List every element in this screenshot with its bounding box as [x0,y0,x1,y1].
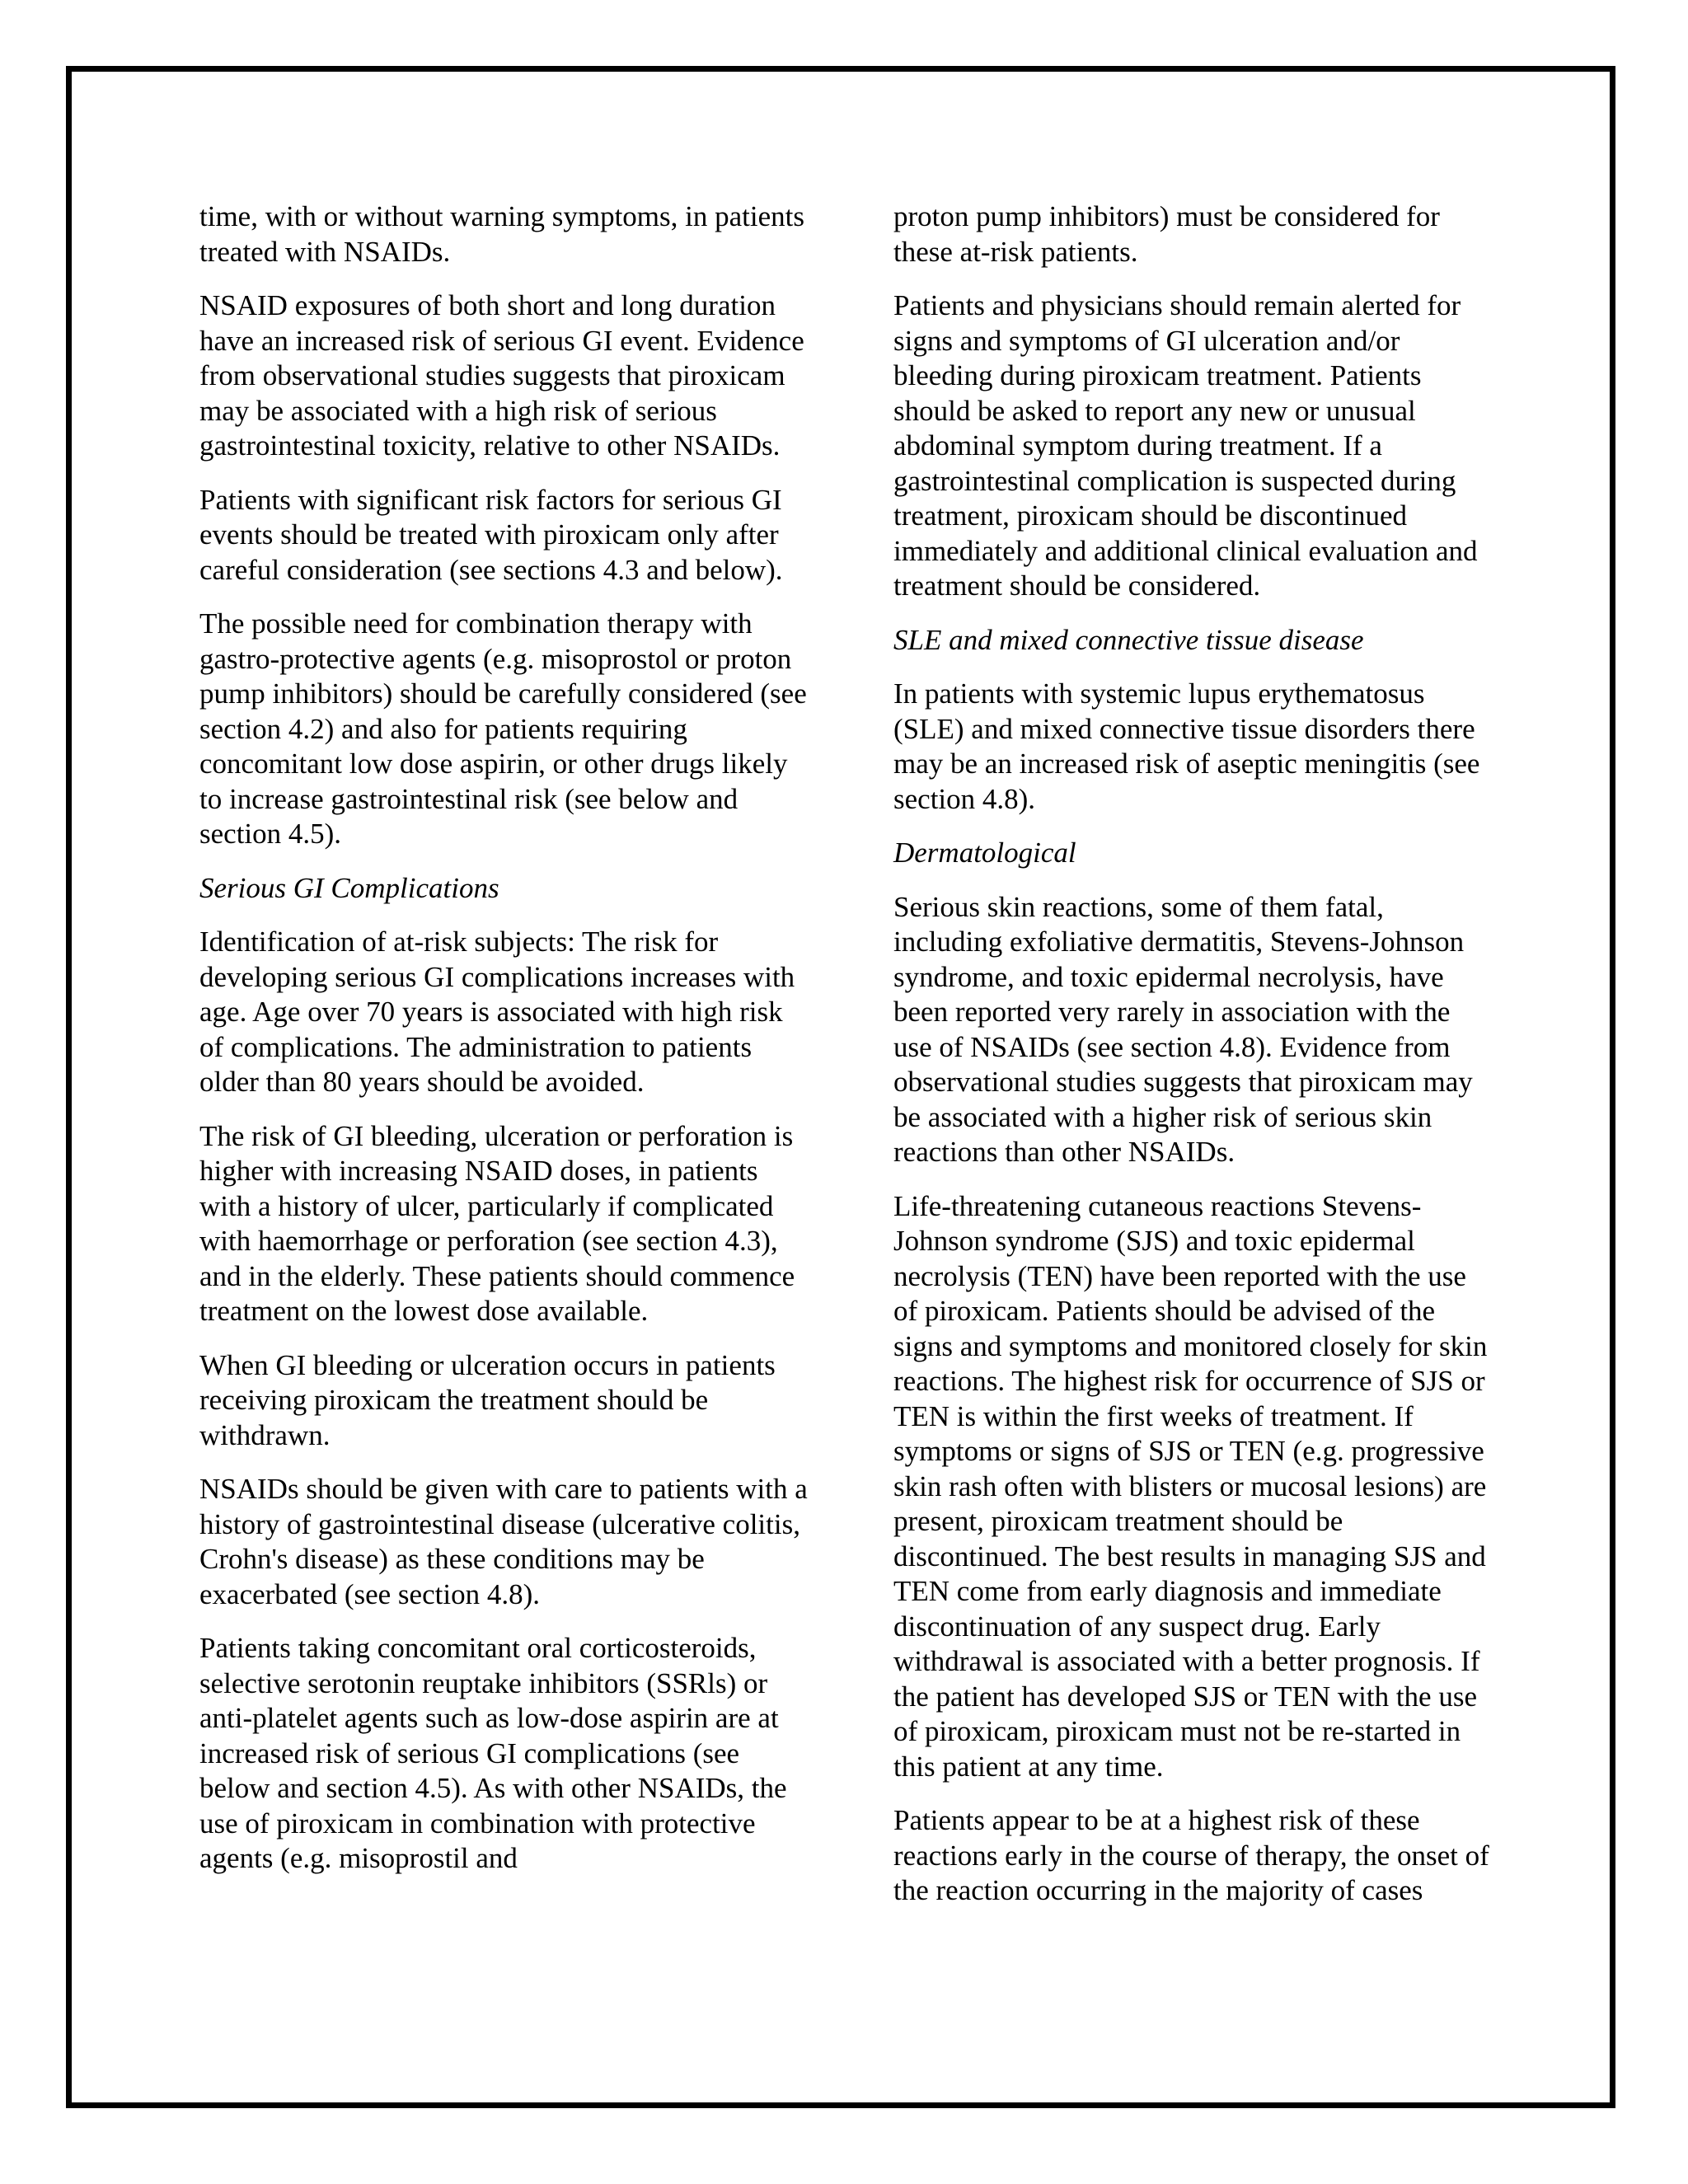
heading-serious-gi-complications: Serious GI Complications [199,871,499,904]
paragraph-warning-symptoms: time, with or without warning symptoms, in patients treated with NSAIDs. [199,200,804,268]
left-column [199,199,814,1896]
paragraph-sjs-ten: Life-threatening cutaneous reactions Stevens-Johnson syndrome (SJS) and toxic epidermal necrolysis (TEN) have been reported with the use of piroxicam. Patients should be advised of the signs and symptoms and monitored closely for skin reactions. The highest risk for occurrence of SJS or TEN is within the first weeks of treatment. If symptoms or signs of SJS or TEN (e.g. progressive skin rash often with blisters or mucosal lesions) are present, piroxicam treatment should be discontinued. The best results in managing SJS and TEN come from early diagnosis and immediate discontinuation of any suspect drug. Early withdrawal is associated with a better prognosis. If the patient has developed SJS or TEN with the use of piroxicam, piroxicam must not be re-started in this patient at any time. [893,1189,1488,1783]
paragraph-withdrawal: When GI bleeding or ulceration occurs in patients receiving piroxicam the treatment should be withdrawn. [199,1348,776,1451]
right-column [893,199,1491,1928]
paragraph-early-therapy-risk: Patients appear to be at a highest risk of these reactions early in the course of therapy, the onset of the reaction occurring in the majority of cases [893,1804,1489,1906]
paragraph-gi-bleeding-risk: The risk of GI bleeding, ulceration or perforation is higher with increasing NSAID doses, in patients with a history of ulcer, particularly if complicated with haemorrhage or perforation (see section 4.3), and in the elderly. These patients should commence treatment on the lowest dose available. [199,1119,795,1327]
paragraph-monitoring: Patients and physicians should remain alerted for signs and symptoms of GI ulceration and/or bleeding during piroxicam treatment. Patients should be asked to report any new or unusual abdominal symptom during treatment. If a gastrointestinal complication is suspected during treatment, piroxicam should be discontinued immediately and additional clinical evaluation and treatment should be considered. [893,289,1478,602]
paragraph-ppi-continuation: proton pump inhibitors) must be considered for these at-risk patients. [893,200,1440,268]
paragraph-risk-factors: Patients with significant risk factors for serious GI events should be treated with piroxicam only after careful consideration (see sections 4.3 and below). [199,483,783,586]
paragraph-skin-reactions: Serious skin reactions, some of them fatal, including exfoliative dermatitis, Stevens-Johnson syndrome, and toxic epidermal necrolysis, have been reported very rarely in association with the use of NSAIDs (see section 4.8). Evidence from observational studies suggests that piroxicam may be associated with a higher risk of serious skin reactions than other NSAIDs. [893,890,1473,1168]
heading-sle: SLE and mixed connective tissue disease [893,623,1364,656]
paragraph-combination-therapy: The possible need for combination therapy with gastro-protective agents (e.g. misoprostol or proton pump inhibitors) should be carefully considered (see section 4.2) and also for patients requiring concomitant low dose aspirin, or other drugs likely to increase gastrointestinal risk (see below and section 4.5). [199,607,807,850]
heading-dermatological: Dermatological [893,837,1076,869]
paragraph-gi-disease-history: NSAIDs should be given with care to patients with a history of gastrointestinal disease (ulcerative colitis, Crohn's disease) as these conditions may be exacerbated (see section 4.8). [199,1473,808,1610]
paragraph-at-risk-subjects: Identification of at-risk subjects: The risk for developing serious GI complications increases with age. Age over 70 years is associated with high risk of complications. The administration to patients older than 80 years should be avoided. [199,926,795,1098]
paragraph-nsaid-exposure: NSAID exposures of both short and long duration have an increased risk of serious GI event. Evidence from observational studies suggests that piroxicam may be associated with a high risk of serious gastrointestinal toxicity, relative to other NSAIDs. [199,289,804,462]
paragraph-concomitant-medication: Patients taking concomitant oral corticosteroids, selective serotonin reuptake inhibitors (SSRls) or anti-platelet agents such as low-dose aspirin are at increased risk of serious GI complications (see below and section 4.5). As with other NSAIDs, the use of piroxicam in combination with protective agents (e.g. misoprostil and [199,1632,787,1874]
paragraph-sle-risk: In patients with systemic lupus erythematosus (SLE) and mixed connective tissue disorders there may be an increased risk of aseptic meningitis (see section 4.8). [893,677,1480,815]
